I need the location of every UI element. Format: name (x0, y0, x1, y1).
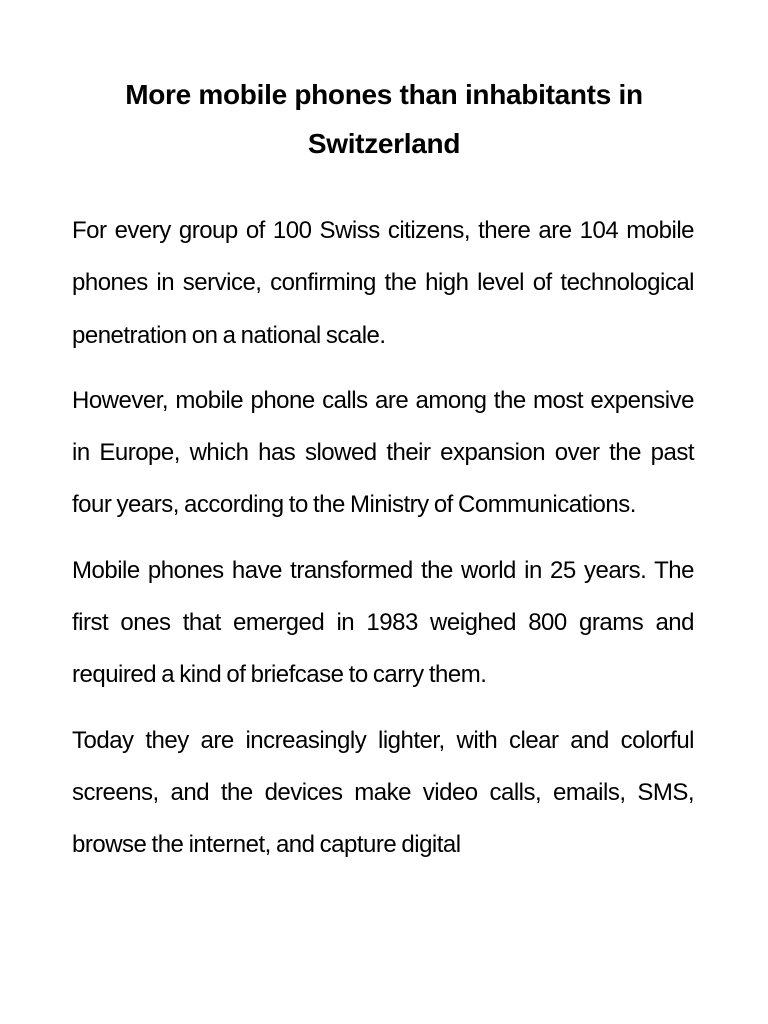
paragraph-1: For every group of 100 Swiss citizens, there are 104 mobile phones in service, confirming the high level of technological penetration on a national scale. (72, 217, 694, 349)
paragraph-2: However, mobile phone calls are among the most expensive in Europe, which has slowed their expansion over the past four years, according to the Ministry of Communications. (72, 386, 694, 519)
document-body (72, 205, 694, 885)
paragraph-4: Today they are increasingly lighter, with clear and colorful screens, and the devices make video calls, emails, SMS, browse the internet, and capture digital (72, 726, 694, 859)
paragraph-3: Mobile phones have transformed the world in 25 years. The first ones that emerged in 1983 weighed 800 grams and required a kind of briefcase to carry them. (72, 556, 694, 689)
document-title: More mobile phones than inhabitants in Switzerland (125, 79, 643, 159)
